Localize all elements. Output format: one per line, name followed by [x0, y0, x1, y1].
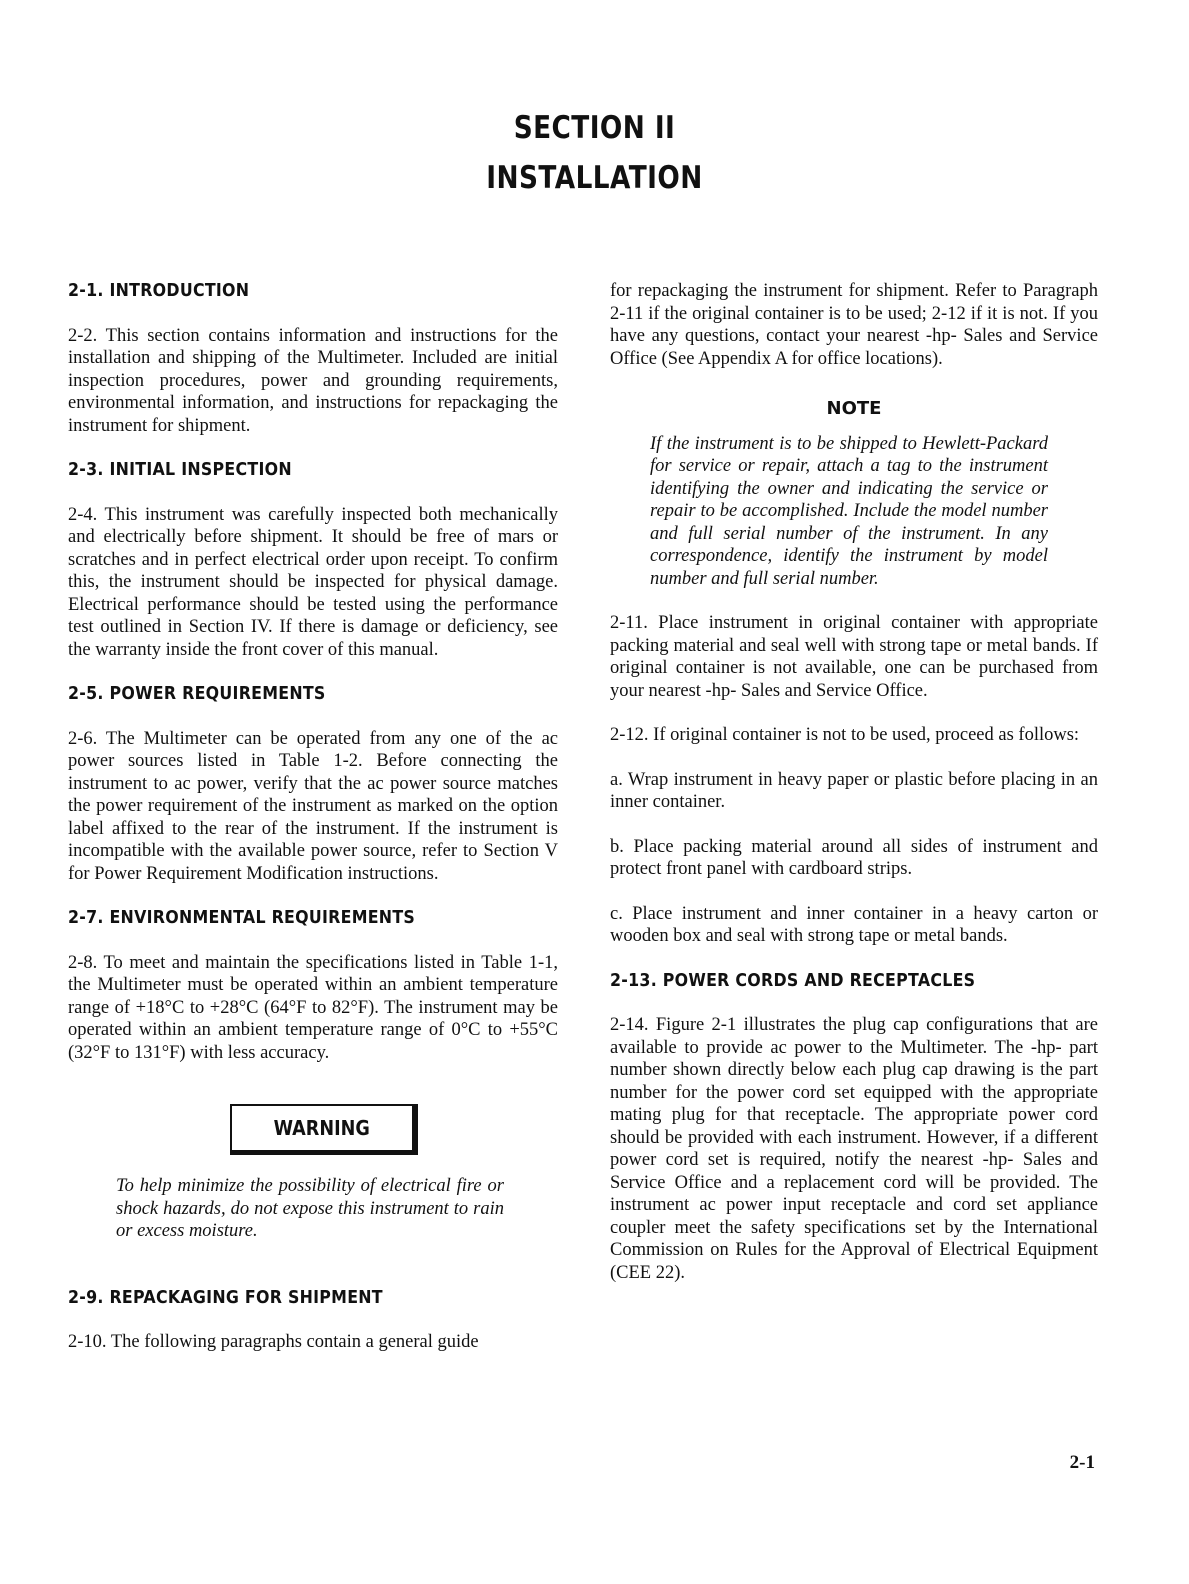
- right-column: [610, 280, 1098, 1284]
- paragraph-2-11: 2-11. Place instrument in original container with appropriate packing material and seal well with strong tape or metal bands. If original container is not available, one can be purchased from your nearest -hp- Sales and Service Office.: [610, 613, 1098, 701]
- heading-initial-inspection: 2-3. INITIAL INSPECTION: [68, 459, 292, 480]
- step-c: c. Place instrument and inner container in a heavy carton or wooden box and seal with strong tape or metal bands.: [610, 903, 1098, 946]
- paragraph-2-8: 2-8. To meet and maintain the specifications listed in Table 1-1, the Multimeter must be operated within an ambient temperature range of +18°C to +28°C (64°F to 82°F). The instrument may be operated within an ambient temperature range of 0°C to +55°C (32°F to 131°F) with less accuracy.: [68, 952, 558, 1063]
- warning-box: [230, 1104, 418, 1155]
- section-title: INSTALLATION: [486, 160, 703, 196]
- paragraph-2-10: 2-10. The following paragraphs contain a general guide: [68, 1332, 479, 1352]
- paragraph-2-6: 2-6. The Multimeter can be operated from any one of the ac power sources listed in Table 1-2. Before connecting the instrument to ac power, verify that the ac power source matches the power requirement of the instrument as marked on the option label affixed to the rear of the instrument. If the instrument is incompatible with the available power source, refer to Section V for Power Requirement Modification instructions.: [68, 728, 558, 884]
- warning-text: To help minimize the possibility of electrical fire or shock hazards, do not expose this instrument to rain or excess moisture.: [116, 1176, 504, 1241]
- paragraph-2-4: 2-4. This instrument was carefully inspected both mechanically and electrically before shipment. It should be free of mars or scratches and in perfect electrical order upon receipt. To confirm this, the instrument should be inspected for physical damage. Electrical performance should be tested using the performance test outlined in Section IV. If there is damage or deficiency, see the warranty inside the front cover of this manual.: [68, 504, 558, 660]
- heading-environmental-requirements: 2-7. ENVIRONMENTAL REQUIREMENTS: [68, 907, 416, 928]
- step-b: b. Place packing material around all sides of instrument and protect front panel with cardboard strips.: [610, 836, 1098, 879]
- left-column: [68, 280, 558, 1354]
- paragraph-continued: for repackaging the instrument for shipment. Refer to Paragraph 2-11 if the original container is to be used; 2-12 if it is not. If you have any questions, contact your nearest -hp- Sales and Service Office (See Appendix A for office locations).: [610, 281, 1098, 369]
- note-label: NOTE: [826, 398, 882, 419]
- section-number: SECTION II: [513, 110, 676, 146]
- note-text: If the instrument is to be shipped to Hewlett-Packard for service or repair, attach a tag to the instrument identifying the owner and indicating the service or repair to be accomplished. Include the model number and full serial number of the instrument. In any correspondence, identify the instrument by model number and full serial number.: [650, 433, 1048, 589]
- paragraph-2-12: 2-12. If original container is not to be used, proceed as follows:: [610, 725, 1080, 745]
- heading-power-cords: 2-13. POWER CORDS AND RECEPTACLES: [610, 969, 976, 991]
- heading-repackaging: 2-9. REPACKAGING FOR SHIPMENT: [68, 1286, 383, 1308]
- page-number: 2-1: [1069, 1452, 1095, 1473]
- warning-label: WARNING: [273, 1115, 371, 1140]
- heading-introduction: 2-1. INTRODUCTION: [68, 280, 250, 301]
- paragraph-2-14: 2-14. Figure 2-1 illustrates the plug cap configurations that are available to provide ac power to the Multimeter. The -hp- part number shown directly below each plug cap drawing is the part number for the power cord set equipped with the appropriate mating plug for that receptacle. The appropriate power cord should be provided with each instrument. However, if a different power cord set is required, notify the nearest -hp- Sales and Service Office and a replacement cord will be provided. The instrument ac power input receptacle and cord set appliance coupler meet the safety specifications set by the International Commission on Rules for the Approval of Electrical Equipment (CEE 22).: [610, 1015, 1098, 1283]
- step-a: a. Wrap instrument in heavy paper or plastic before placing in an inner container.: [610, 769, 1098, 812]
- paragraph-2-2: 2-2. This section contains information and instructions for the installation and shipping of the Multimeter. Included are initial inspection procedures, power and grounding requirements, environmental information, and instructions for repackaging the instrument for shipment.: [68, 325, 558, 436]
- heading-power-requirements: 2-5. POWER REQUIREMENTS: [68, 683, 326, 704]
